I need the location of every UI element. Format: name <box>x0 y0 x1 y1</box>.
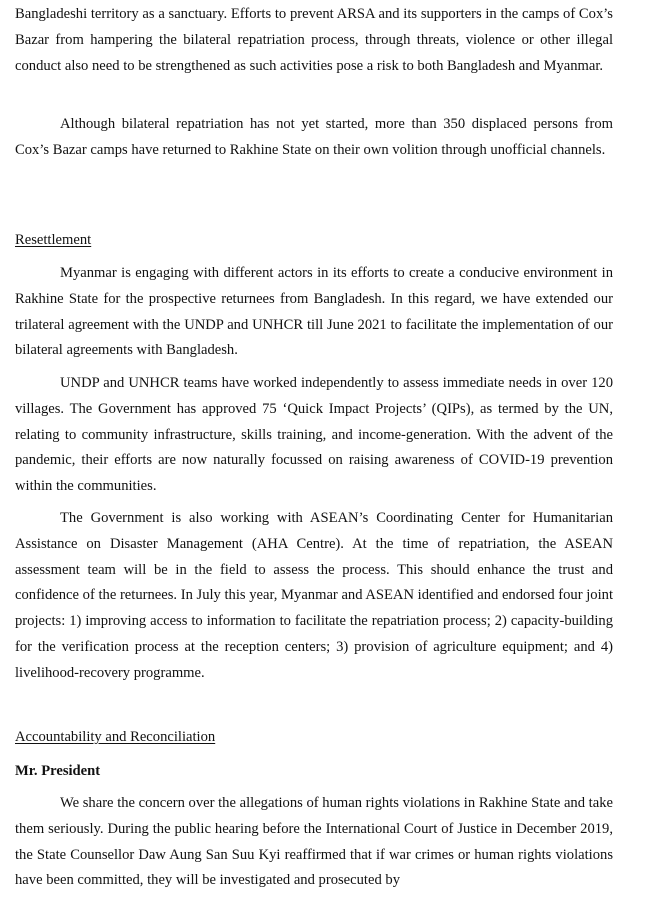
heading-mr-president: Mr. President <box>15 763 101 779</box>
paragraph-returned-persons: Although bilateral repatriation has not yet started, more than 350 displaced persons from Cox’s Bazar camps have returned to Rakhine State on their own volition through unofficial channels. <box>15 116 613 158</box>
paragraph-engaging-actors: Myanmar is engaging with different actors in its efforts to create a conducive environment in Rakhine State for the prospective returnees from Bangladesh. In this regard, we have extended our trilateral agreement with the UNDP and UNHCR till June 2021 to facilitate the implementation of our bilateral agreements with Bangladesh. <box>15 265 613 359</box>
heading-accountability: Accountability and Reconciliation <box>15 729 216 745</box>
paragraph-human-rights: We share the concern over the allegations of human rights violations in Rakhine State and take them seriously. During the public hearing before the International Court of Justice in December 2019, the State Counsellor Daw Aung San Suu Kyi reaffirmed that if war crimes or human rights violations have been committed, they will be investigated and prosecuted by <box>15 795 613 889</box>
paragraph-sanctuary: Bangladeshi territory as a sanctuary. Efforts to prevent ARSA and its supporters in the camps of Cox’s Bazar from hampering the bilateral repatriation process, through threats, violence or other illegal conduct also need to be strengthened as such activities pose a risk to both Bangladesh and Myanmar. <box>15 6 613 74</box>
paragraph-asean: The Government is also working with ASEAN’s Coordinating Center for Humanitarian Assistance on Disaster Management (AHA Centre). At the time of repatriation, the ASEAN assessment team will be in the field to assess the process. This should enhance the trust and confidence of the returnees. In July this year, Myanmar and ASEAN identified and endorsed four joint projects: 1) improving access to information to facilitate the repatriation process; 2) capacity-building for the verification process at the reception centers; 3) provision of agriculture equipment; and 4) livelihood-recovery programme. <box>15 510 613 681</box>
paragraph-undp-unhcr: UNDP and UNHCR teams have worked independently to assess immediate needs in over 120 villages. The Government has approved 75 ‘Quick Impact Projects’ (QIPs), as termed by the UN, relating to community infrastructure, skills training, and income-generation. With the advent of the pandemic, their efforts are now naturally focussed on raising awareness of COVID-19 prevention within the communities. <box>15 375 613 495</box>
heading-resettlement: Resettlement <box>15 232 92 248</box>
